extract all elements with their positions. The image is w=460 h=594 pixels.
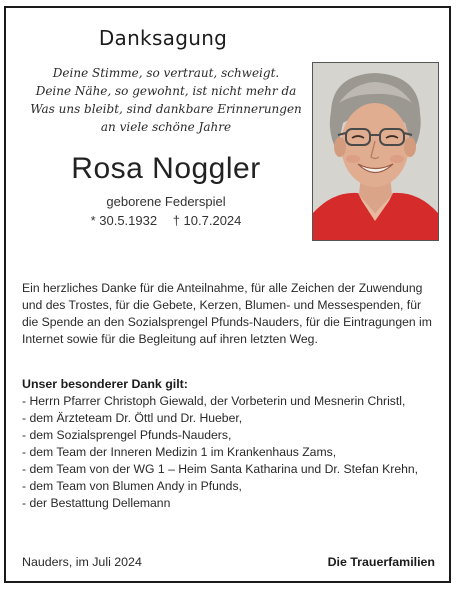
page-title: Danksagung [98,26,228,50]
list-item: - dem Team von Blumen Andy in Pfunds, [22,479,242,493]
poem-line: an viele schöne Jahre [100,120,232,134]
list-item: - der Bestattung Dellemann [22,496,171,510]
death-date: † 10.7.2024 [172,213,242,228]
thank-you-paragraph: Ein herzliches Danke für die Anteilnahme, für alle Zeichen der Zuwendung und des Trostes, für die Gebete, Kerzen, Blumen- und Messespenden, für die Spende an den Sozialsprengel Pfunds-Nauders, für die Eintragungen im Internet sowie für die Begleitung auf ihren letzten Weg. [22,281,432,346]
born-name: geborene Federspiel [106,194,226,209]
portrait-photo [312,62,439,241]
poem-line: Deine Nähe, so gewohnt, ist nicht mehr da [35,84,297,98]
list-item: - dem Team der Inneren Medizin 1 im Krankenhaus Zams, [22,445,337,459]
life-dates [46,213,286,228]
poem-line: Deine Stimme, so vertraut, schweigt. [52,66,280,80]
signature: Die Trauerfamilien [327,555,435,569]
place-date: Nauders, im Juli 2024 [22,555,142,569]
obituary-card [4,6,451,583]
special-thanks-heading: Unser besonderer Dank gilt: [22,377,188,391]
list-item: - dem Team von der WG 1 – Heim Santa Katharina und Dr. Stefan Krehn, [22,462,419,476]
list-item: - dem Sozialsprengel Pfunds-Nauders, [22,428,232,442]
list-item: - Herrn Pfarrer Christoph Giewald, der Vorbeterin und Mesnerin Christl, [22,394,406,408]
birth-date: * 30.5.1932 [90,213,158,228]
deceased-name: Rosa Noggler [71,152,261,185]
poem-line: Was uns bleibt, sind dankbare Erinnerungen [30,102,302,116]
list-item: - dem Ärzteteam Dr. Öttl und Dr. Hueber, [22,411,243,425]
portrait-image [313,63,438,240]
special-thanks-list [22,393,438,512]
memorial-poem [26,64,306,136]
